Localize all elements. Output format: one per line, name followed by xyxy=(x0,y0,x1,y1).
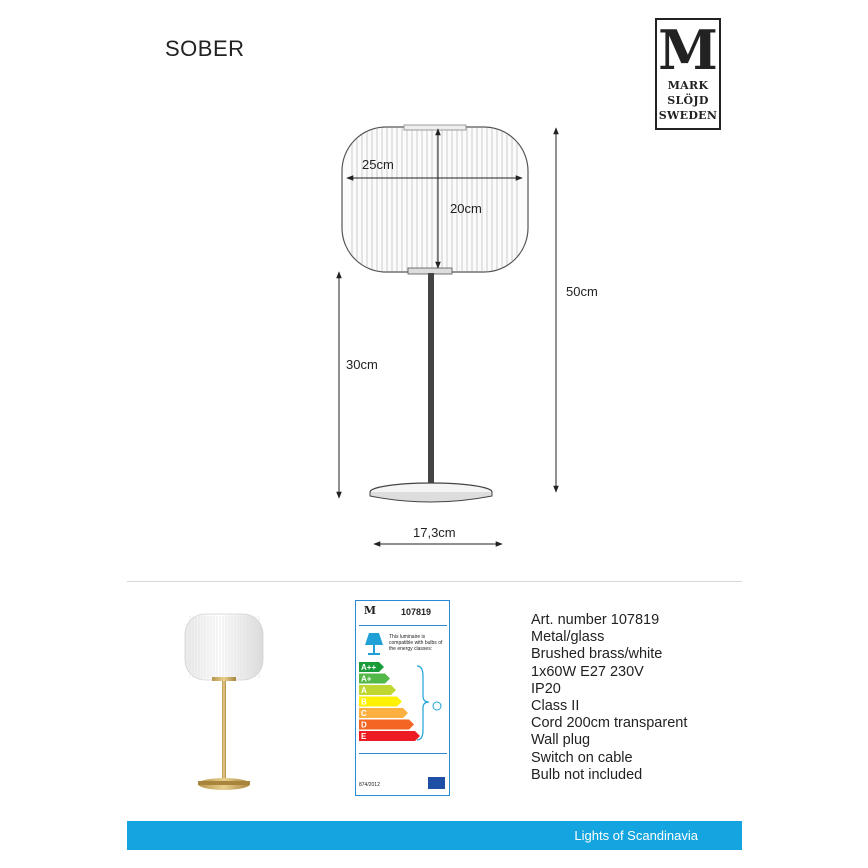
energy-class-bar xyxy=(359,697,402,707)
logo-line-2: SLÖJD xyxy=(667,94,709,107)
energy-class-label: E xyxy=(361,732,367,741)
product-title: SOBER xyxy=(165,36,245,61)
energy-class-label: A++ xyxy=(361,663,377,672)
energy-class-label: D xyxy=(361,720,367,730)
energy-class-bar xyxy=(359,708,408,718)
energy-class-bars xyxy=(359,662,447,750)
energy-class-label: C xyxy=(361,709,367,718)
energy-label xyxy=(355,600,450,796)
base-width-label: 17,3cm xyxy=(413,525,456,540)
spec-line: Cord 200cm transparent xyxy=(531,715,688,732)
lamp-shade-drawing xyxy=(342,125,528,274)
eu-flag-icon xyxy=(428,777,445,789)
label-regulation: 874/2012 xyxy=(359,782,380,788)
shade-width-label: 25cm xyxy=(362,157,394,172)
spec-line: Class II xyxy=(531,698,580,715)
logo-monogram: M xyxy=(658,18,718,82)
spec-line: Art. number 107819 xyxy=(531,612,660,628)
footer-tagline: Lights of Scandinavia xyxy=(574,828,698,843)
energy-class-bar xyxy=(359,685,396,695)
spec-line: Switch on cable xyxy=(531,749,633,766)
energy-class-label: A xyxy=(361,686,367,695)
label-article-number: 107819 xyxy=(401,607,432,617)
spec-line: Bulb not included xyxy=(531,766,643,783)
section-divider xyxy=(127,581,742,582)
spec-line: Metal/glass xyxy=(531,629,605,646)
label-divider-bottom xyxy=(359,753,447,754)
spec-line: Wall plug xyxy=(531,732,591,749)
energy-class-bar xyxy=(359,720,414,730)
bulb-icon xyxy=(433,702,441,710)
energy-class-bar xyxy=(359,674,390,684)
footer-bar xyxy=(127,821,742,850)
total-height-label: 50cm xyxy=(566,284,598,299)
label-logo: M xyxy=(363,604,377,617)
logo-line-3: SWEDEN xyxy=(658,109,718,122)
brace-icon xyxy=(417,666,429,740)
spec-line: 1x60W E27 230V xyxy=(531,663,644,680)
energy-class-label: B xyxy=(361,697,367,707)
energy-class-bar xyxy=(359,662,384,672)
label-compat-text: This luminaire is compatible with bulbs of the energy classes: xyxy=(389,634,443,652)
lamp-stem-drawing xyxy=(428,273,434,485)
label-divider xyxy=(359,625,447,626)
lamp-icon xyxy=(363,631,385,657)
stem-height-label: 30cm xyxy=(346,357,378,372)
logo-line-1: MARK xyxy=(667,79,709,92)
shade-height-label: 20cm xyxy=(450,201,482,216)
spec-line: IP20 xyxy=(531,680,561,697)
energy-class-bar xyxy=(359,731,420,741)
lamp-base-drawing xyxy=(370,483,492,502)
product-photo xyxy=(180,606,268,796)
spec-line: Brushed brass/white xyxy=(531,646,663,663)
energy-class-label: A+ xyxy=(361,674,372,684)
spec-list xyxy=(531,612,687,784)
